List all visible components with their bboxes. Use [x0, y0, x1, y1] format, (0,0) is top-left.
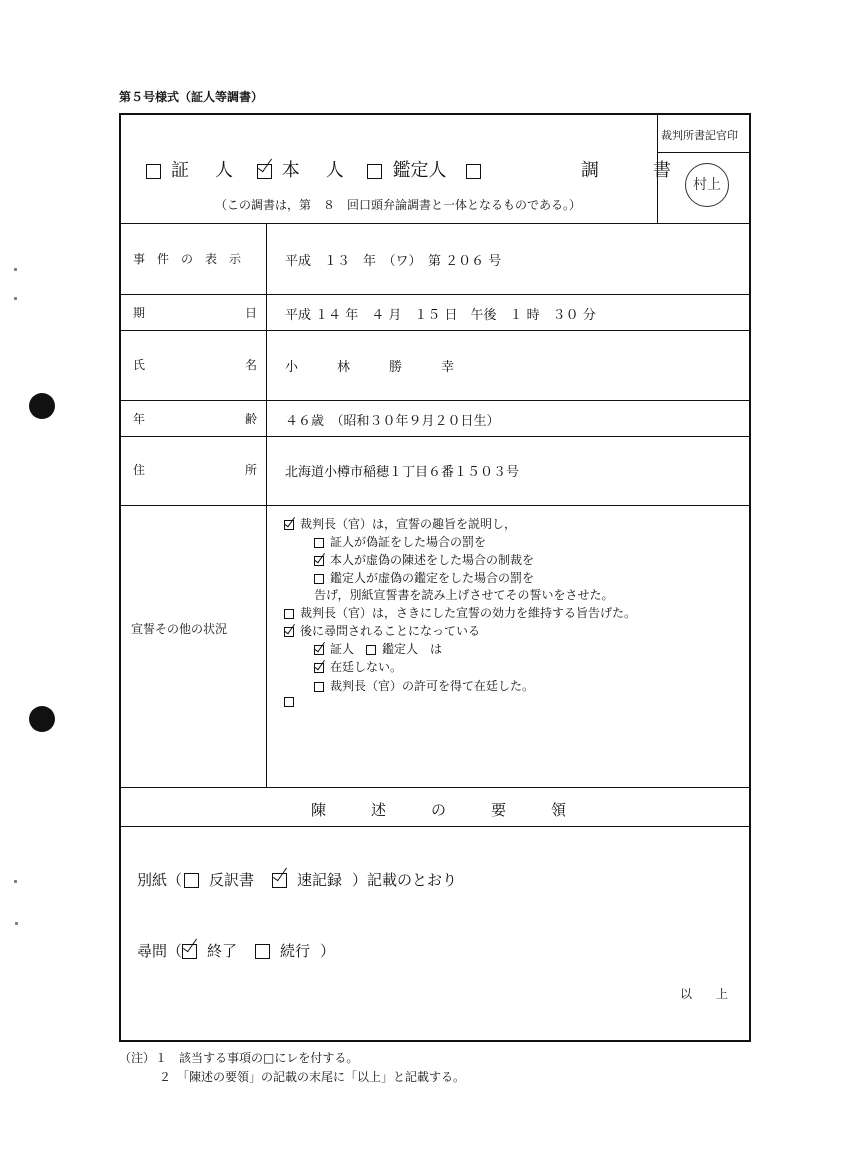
seal-label-divider [657, 152, 750, 153]
oath-line: 告げ，別紙宣誓書を読み上げさせてその誓いをさせた。 [314, 588, 614, 602]
oath-maintained-checkbox[interactable] [284, 609, 294, 619]
row-divider [121, 505, 751, 506]
exam-finished-checkbox[interactable] [182, 944, 197, 959]
oath-line [284, 694, 300, 708]
row-divider [121, 223, 751, 224]
punch-hole-bottom [29, 706, 55, 732]
clerk-seal-stamp [685, 163, 729, 207]
attachment-line: 別紙（ 反訳書 速記録 ）記載のとおり [137, 871, 458, 889]
date-label-right: 日 [245, 306, 258, 320]
oath-line: 証人 鑑定人 は [314, 640, 442, 657]
note-line-2: ２ 「陳述の要領」の記載の末尾に「以上」と記載する。 [159, 1070, 466, 1084]
examination-line: 尋問（ 終了 続行 ） [137, 942, 336, 960]
transcript-checkbox[interactable] [184, 873, 199, 888]
punch-hole-top [29, 393, 55, 419]
later-expert-checkbox[interactable] [366, 645, 376, 655]
address-label-left: 住 [133, 463, 146, 477]
row-divider [121, 294, 751, 295]
address-value: 北海道小樽市稲穂１丁目６番１５０３号 [285, 465, 520, 480]
party-checkbox[interactable] [257, 164, 272, 179]
row-divider [121, 330, 751, 331]
oath-line: 裁判長（官）の許可を得て在廷した。 [314, 677, 534, 694]
title-subtitle: （この調書は，第 ８ 回口頭弁論調書と一体となるものである。） [215, 198, 582, 212]
witness-checkbox[interactable] [146, 164, 161, 179]
case-value: 平成 １３ 年 （ワ） 第 ２０６ 号 [285, 254, 502, 269]
case-label: 事 件 の 表 示 [133, 252, 242, 266]
title-party: 本 人 [281, 160, 348, 181]
oath-line: 裁判長（官）は，宣誓の趣旨を説明し， [284, 515, 516, 532]
oath-line: 鑑定人が虚偽の鑑定をした場合の罰を [314, 569, 534, 586]
row-divider [121, 787, 751, 788]
oath-explained-checkbox[interactable] [284, 520, 294, 530]
name-value: 小 林 勝 幸 [285, 360, 455, 375]
title-line [146, 156, 491, 182]
form-number: 第５号様式（証人等調書） [119, 90, 264, 104]
witness-perjury-checkbox[interactable] [314, 538, 324, 548]
name-label-right: 名 [245, 358, 258, 372]
name-label-left: 氏 [133, 358, 146, 372]
row-divider [121, 400, 751, 401]
clerk-seal-label: 裁判所書記官印 [661, 129, 738, 142]
expert-checkbox[interactable] [367, 164, 382, 179]
exam-continued-checkbox[interactable] [255, 944, 270, 959]
scan-speck [15, 922, 18, 925]
title-doc: 調 書 [581, 160, 677, 181]
oath-line: 本人が虚偽の陳述をした場合の制裁を [314, 551, 534, 568]
title-witness: 証 人 [171, 160, 237, 181]
expert-false-report-checkbox[interactable] [314, 574, 324, 584]
oath-line: 在廷しない。 [314, 658, 402, 675]
scan-speck [14, 880, 17, 883]
oath-line: 裁判長（官）は，さきにした宣誓の効力を維持する旨告げた。 [284, 604, 636, 621]
oath-label: 宣誓その他の状況 [131, 622, 228, 636]
row-divider [121, 436, 751, 437]
not-present-checkbox[interactable] [314, 663, 324, 673]
later-examination-checkbox[interactable] [284, 627, 294, 637]
address-label-right: 所 [245, 463, 258, 477]
label-column-divider [266, 223, 267, 787]
other-checkbox[interactable] [466, 164, 481, 179]
title-expert: 鑑定人 [392, 160, 447, 181]
statement-heading: 陳 述 の 要 領 [311, 801, 567, 819]
oath-other-checkbox[interactable] [284, 697, 294, 707]
age-label-left: 年 [133, 412, 146, 426]
date-value: 平成 １４ 年 ４ 月 １５ 日 午後 １ 時 ３０ 分 [285, 308, 596, 323]
age-value: ４６歳 （昭和３０年９月２０日生） [285, 414, 500, 429]
scan-speck [14, 297, 17, 300]
clerk-seal-stamp-text: 村上 [693, 177, 721, 193]
oath-line: 後に尋問されることになっている [284, 622, 480, 639]
scan-speck [14, 268, 17, 271]
stenograph-checkbox[interactable] [272, 873, 287, 888]
oath-line: 証人が偽証をした場合の罰を [314, 533, 486, 550]
note-line-1: （注）１ 該当する事項の□にレを付する。 [119, 1051, 359, 1065]
end-mark: 以 上 [680, 987, 729, 1001]
present-with-permission-checkbox[interactable] [314, 682, 324, 692]
party-false-statement-checkbox[interactable] [314, 556, 324, 566]
later-witness-checkbox[interactable] [314, 645, 324, 655]
date-label-left: 期 [133, 306, 146, 320]
row-divider [121, 826, 751, 827]
age-label-right: 齢 [245, 412, 258, 426]
